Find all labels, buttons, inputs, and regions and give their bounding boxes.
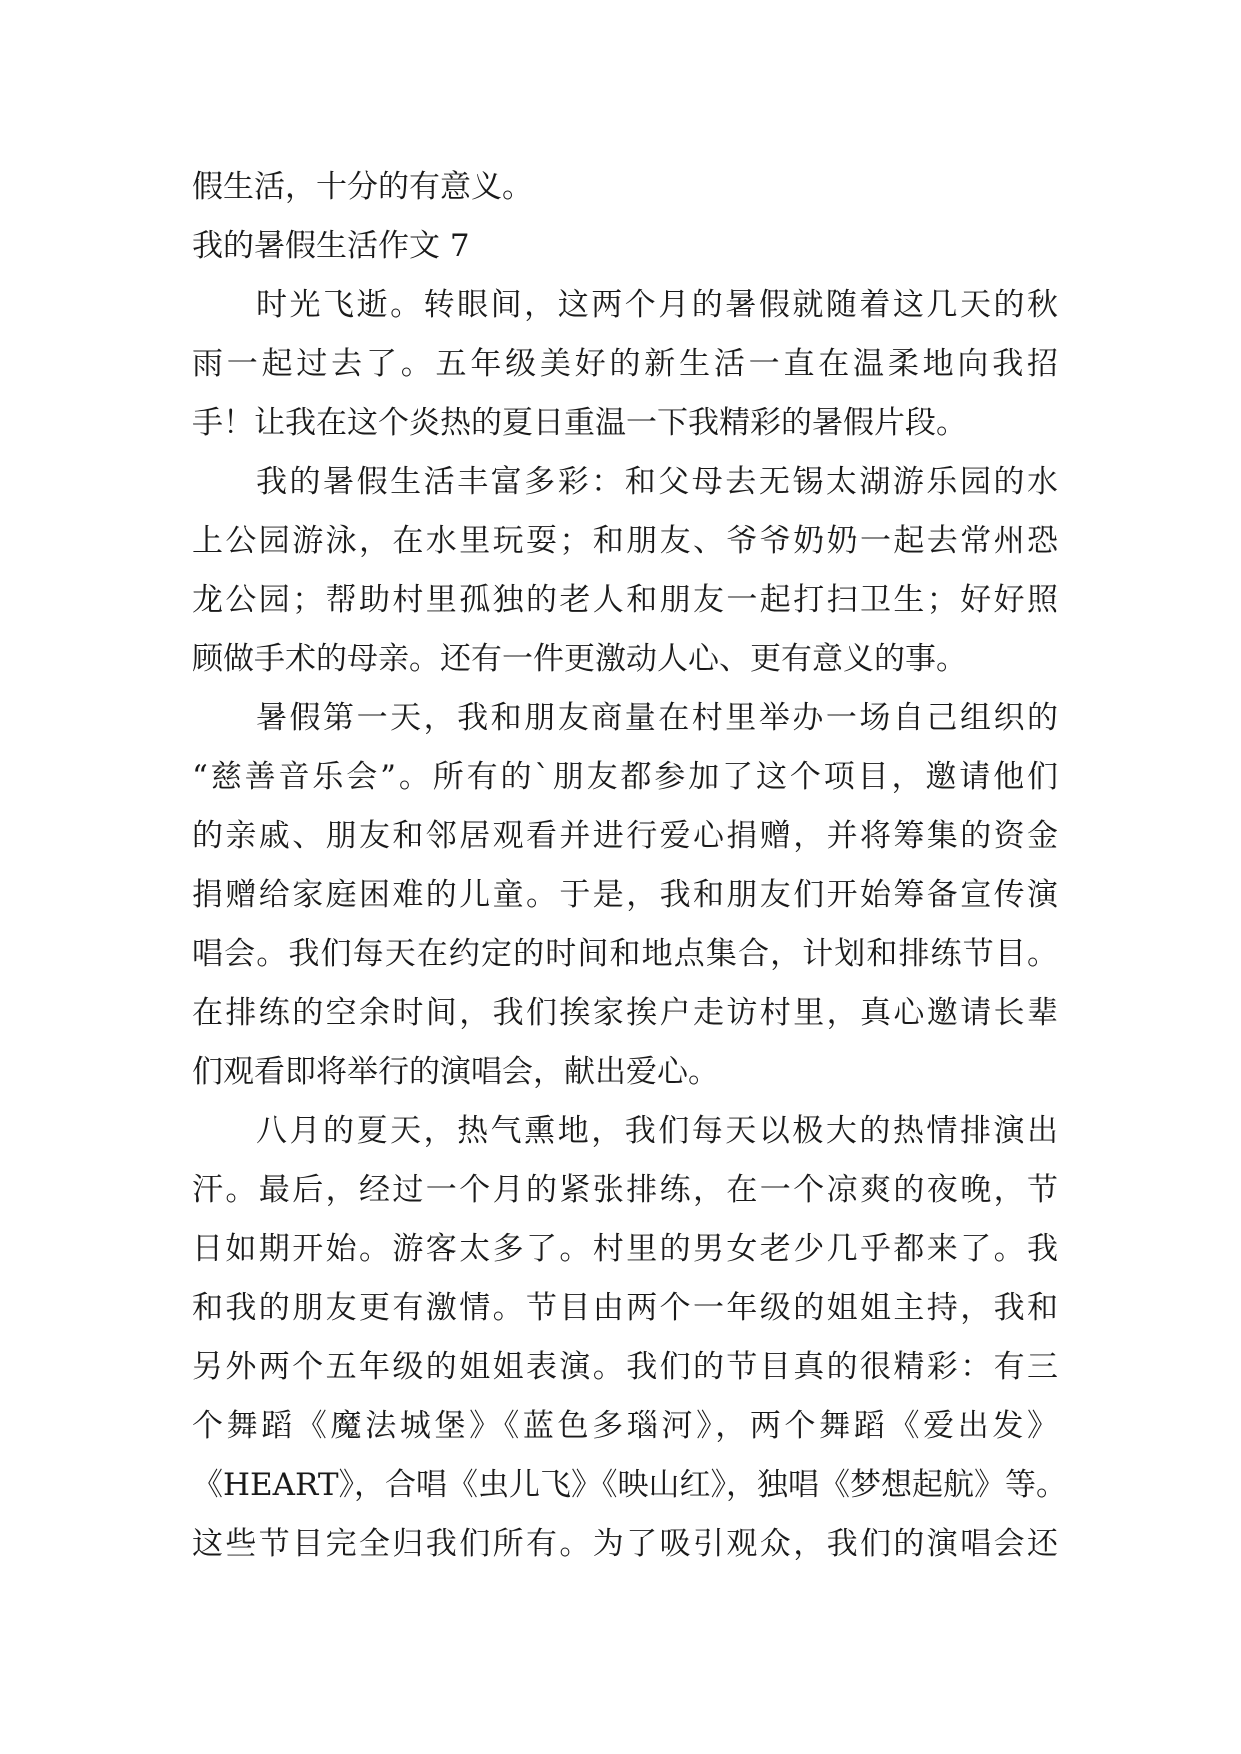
text-line: 龙公园；帮助村里孤独的老人和朋友一起打扫卫生；好好照 — [192, 582, 1058, 618]
text-line: 们观看即将举行的演唱会，献出爱心。 — [192, 1054, 719, 1090]
text-line: 手！让我在这个炎热的夏日重温一下我精彩的暑假片段。 — [192, 405, 967, 441]
document-body — [192, 158, 1068, 1574]
text-line: 个舞蹈《魔法城堡》《蓝色多瑙河》，两个舞蹈《爱出发》 — [192, 1408, 1058, 1444]
section-heading: 我的暑假生活作文 7 — [192, 228, 470, 264]
text-line: 暑假第一天，我和朋友商量在村里举办一场自己组织的 — [256, 700, 1058, 736]
text-line: 假生活，十分的有意义。 — [192, 169, 533, 205]
text-line: 在排练的空余时间，我们挨家挨户走访村里，真心邀请长辈 — [192, 995, 1058, 1031]
text-line: 汗。最后，经过一个月的紧张排练，在一个凉爽的夜晚，节 — [192, 1172, 1058, 1208]
text-line: 我的暑假生活丰富多彩：和父母去无锡太湖游乐园的水 — [256, 464, 1058, 500]
text-line: 这些节目完全归我们所有。为了吸引观众，我们的演唱会还 — [192, 1526, 1058, 1562]
text-line: 日如期开始。游客太多了。村里的男女老少几乎都来了。我 — [192, 1231, 1058, 1267]
text-line: 雨一起过去了。五年级美好的新生活一直在温柔地向我招 — [192, 346, 1058, 382]
text-line: 《HEART》，合唱《虫儿飞》《映山红》，独唱《梦想起航》等。 — [192, 1467, 1068, 1503]
text-line: 捐赠给家庭困难的儿童。于是，我和朋友们开始筹备宣传演 — [192, 877, 1058, 913]
text-line: 和我的朋友更有激情。节目由两个一年级的姐姐主持，我和 — [192, 1290, 1058, 1326]
text-line: 上公园游泳，在水里玩耍；和朋友、爷爷奶奶一起去常州恐 — [192, 523, 1058, 559]
text-line: 八月的夏天，热气熏地，我们每天以极大的热情排演出 — [256, 1113, 1058, 1149]
text-line: 顾做手术的母亲。还有一件更激动人心、更有意义的事。 — [192, 641, 967, 677]
text-line: 时光飞逝。转眼间，这两个月的暑假就随着这几天的秋 — [256, 287, 1058, 323]
text-line: 的亲戚、朋友和邻居观看并进行爱心捐赠，并将筹集的资金 — [192, 818, 1058, 854]
text-line: “慈善音乐会”。所有的`朋友都参加了这个项目，邀请他们 — [192, 759, 1058, 795]
text-line: 唱会。我们每天在约定的时间和地点集合，计划和排练节目。 — [192, 936, 1058, 972]
text-line: 另外两个五年级的姐姐表演。我们的节目真的很精彩：有三 — [192, 1349, 1058, 1385]
